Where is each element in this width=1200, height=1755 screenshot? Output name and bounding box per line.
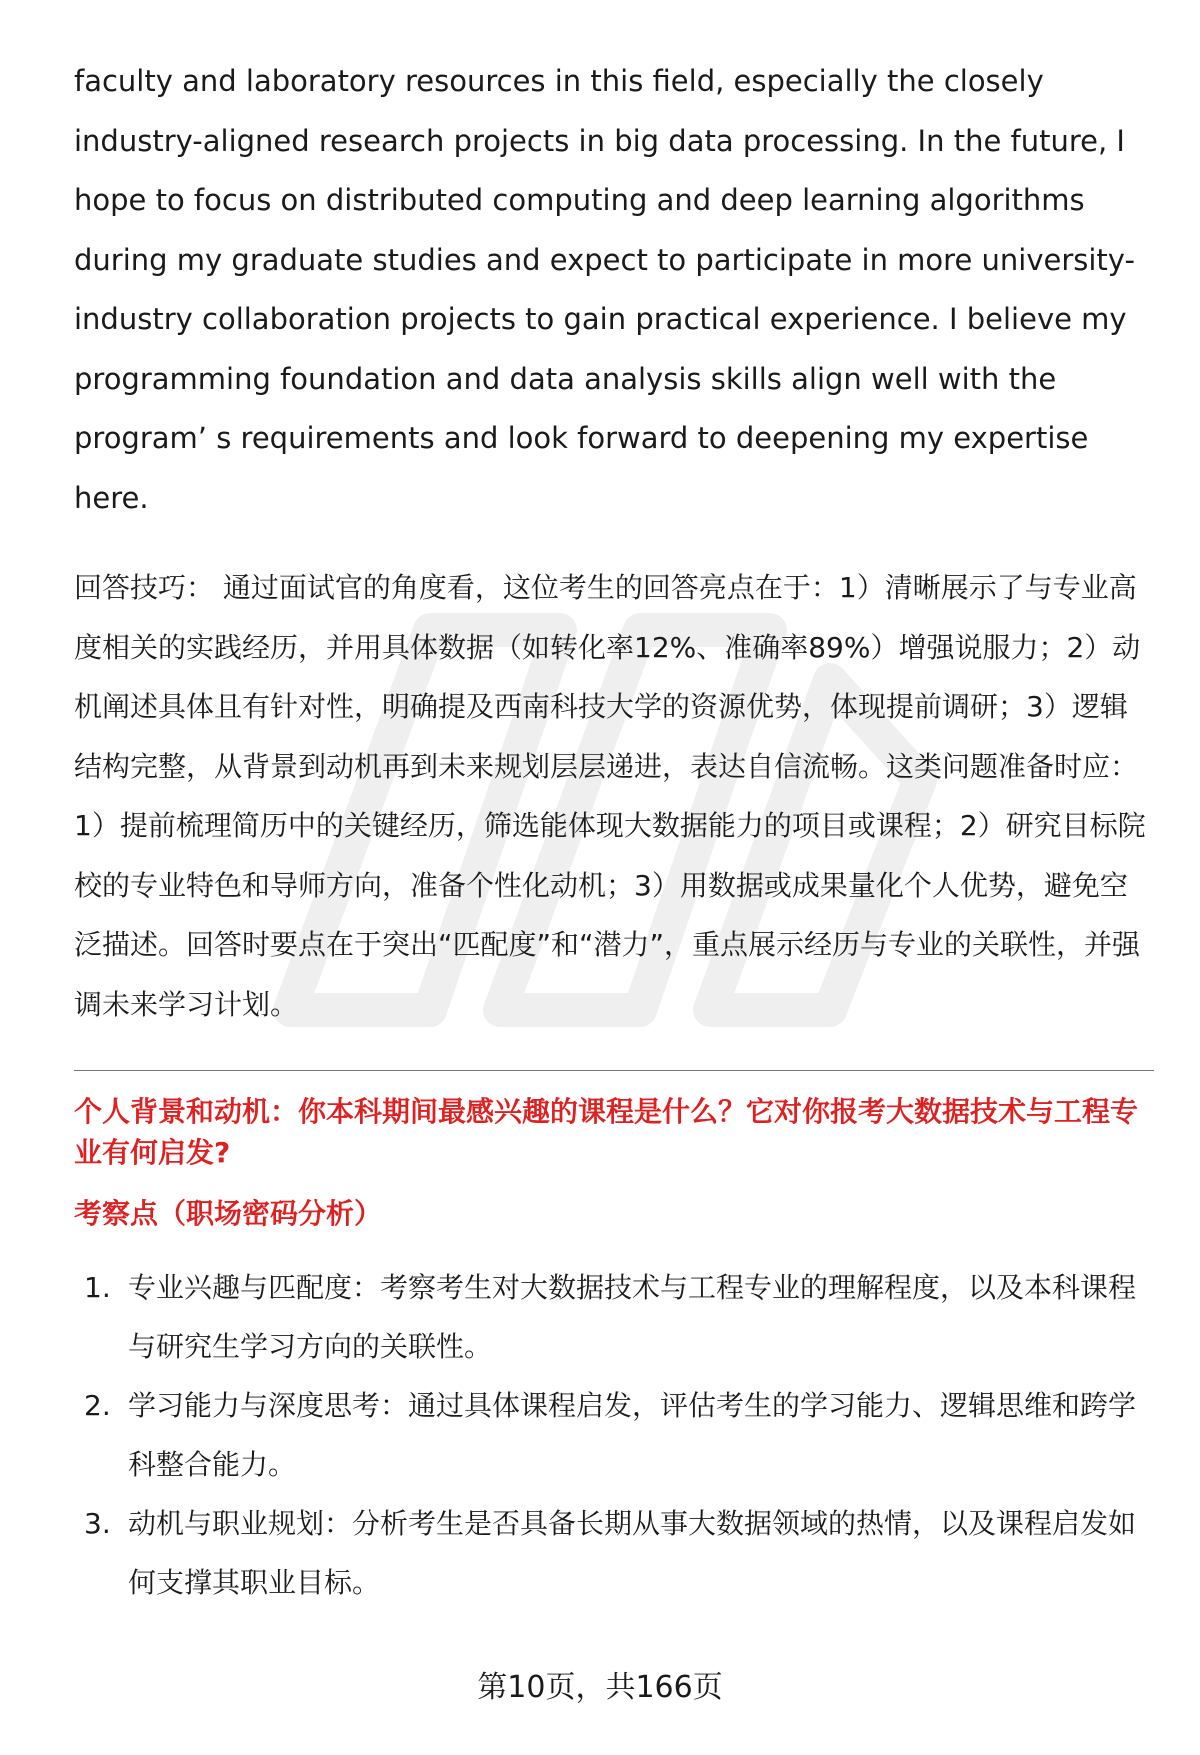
list-item-number: 3.	[84, 1507, 111, 1540]
content-area	[74, 52, 1154, 1612]
section-divider	[74, 1070, 1154, 1071]
list-item	[74, 1258, 1154, 1376]
list-item-text: 学习能力与深度思考：通过具体课程启发，评估考生的学习能力、逻辑思维和跨学科整合能力。	[128, 1389, 1137, 1481]
question-heading: 个人背景和动机：你本科期间最感兴趣的课程是什么？它对你报考大数据技术与工程专业有何启发?	[74, 1095, 1139, 1169]
list-item-text: 专业兴趣与匹配度：考察考生对大数据技术与工程专业的理解程度，以及本科课程与研究生学习方向的关联性。	[128, 1271, 1137, 1363]
assessment-list	[74, 1258, 1154, 1612]
page-number-footer: 第10页，共166页	[477, 1670, 723, 1705]
list-item-text: 动机与职业规划：分析考生是否具备长期从事大数据领域的热情，以及课程启发如何支撑其职业目标。	[128, 1507, 1137, 1599]
english-answer-paragraph: faculty and laboratory resources in this field, especially the closely industry-aligned research projects in big data processing. In the future, I hope to focus on distributed computing and deep learning algorithms during my graduate studies and expect to participate in more university-industry collaboration projects to gain practical experience. I believe my programming foundation and data analysis skills align well with the program’ s requirements and look forward to deepening my expertise here.	[74, 64, 1135, 515]
assessment-heading: 考察点（职场密码分析）	[74, 1197, 383, 1230]
list-item	[74, 1494, 1154, 1612]
list-item	[74, 1376, 1154, 1494]
answer-tips-paragraph: 回答技巧： 通过面试官的角度看，这位考生的回答亮点在于：1）清晰展示了与专业高度相关的实践经历，并用具体数据（如转化率12%、准确率89%）增强说服力；2）动机阐述具体且有针对性，明确提及西南科技大学的资源优势，体现提前调研；3）逻辑结构完整，从背景到动机再到未来规划层层递进，表达自信流畅。这类问题准备时应：1）提前梳理简历中的关键经历，筛选能体现大数据能力的项目或课程；2）研究目标院校的专业特色和导师方向，准备个性化动机；3）用数据或成果量化个人优势，避免空泛描述。回答时要点在于突出“匹配度”和“潜力”，重点展示经历与专业的关联性，并强调未来学习计划。	[74, 571, 1146, 1021]
list-item-number: 1.	[84, 1271, 111, 1304]
list-item-number: 2.	[84, 1389, 111, 1422]
